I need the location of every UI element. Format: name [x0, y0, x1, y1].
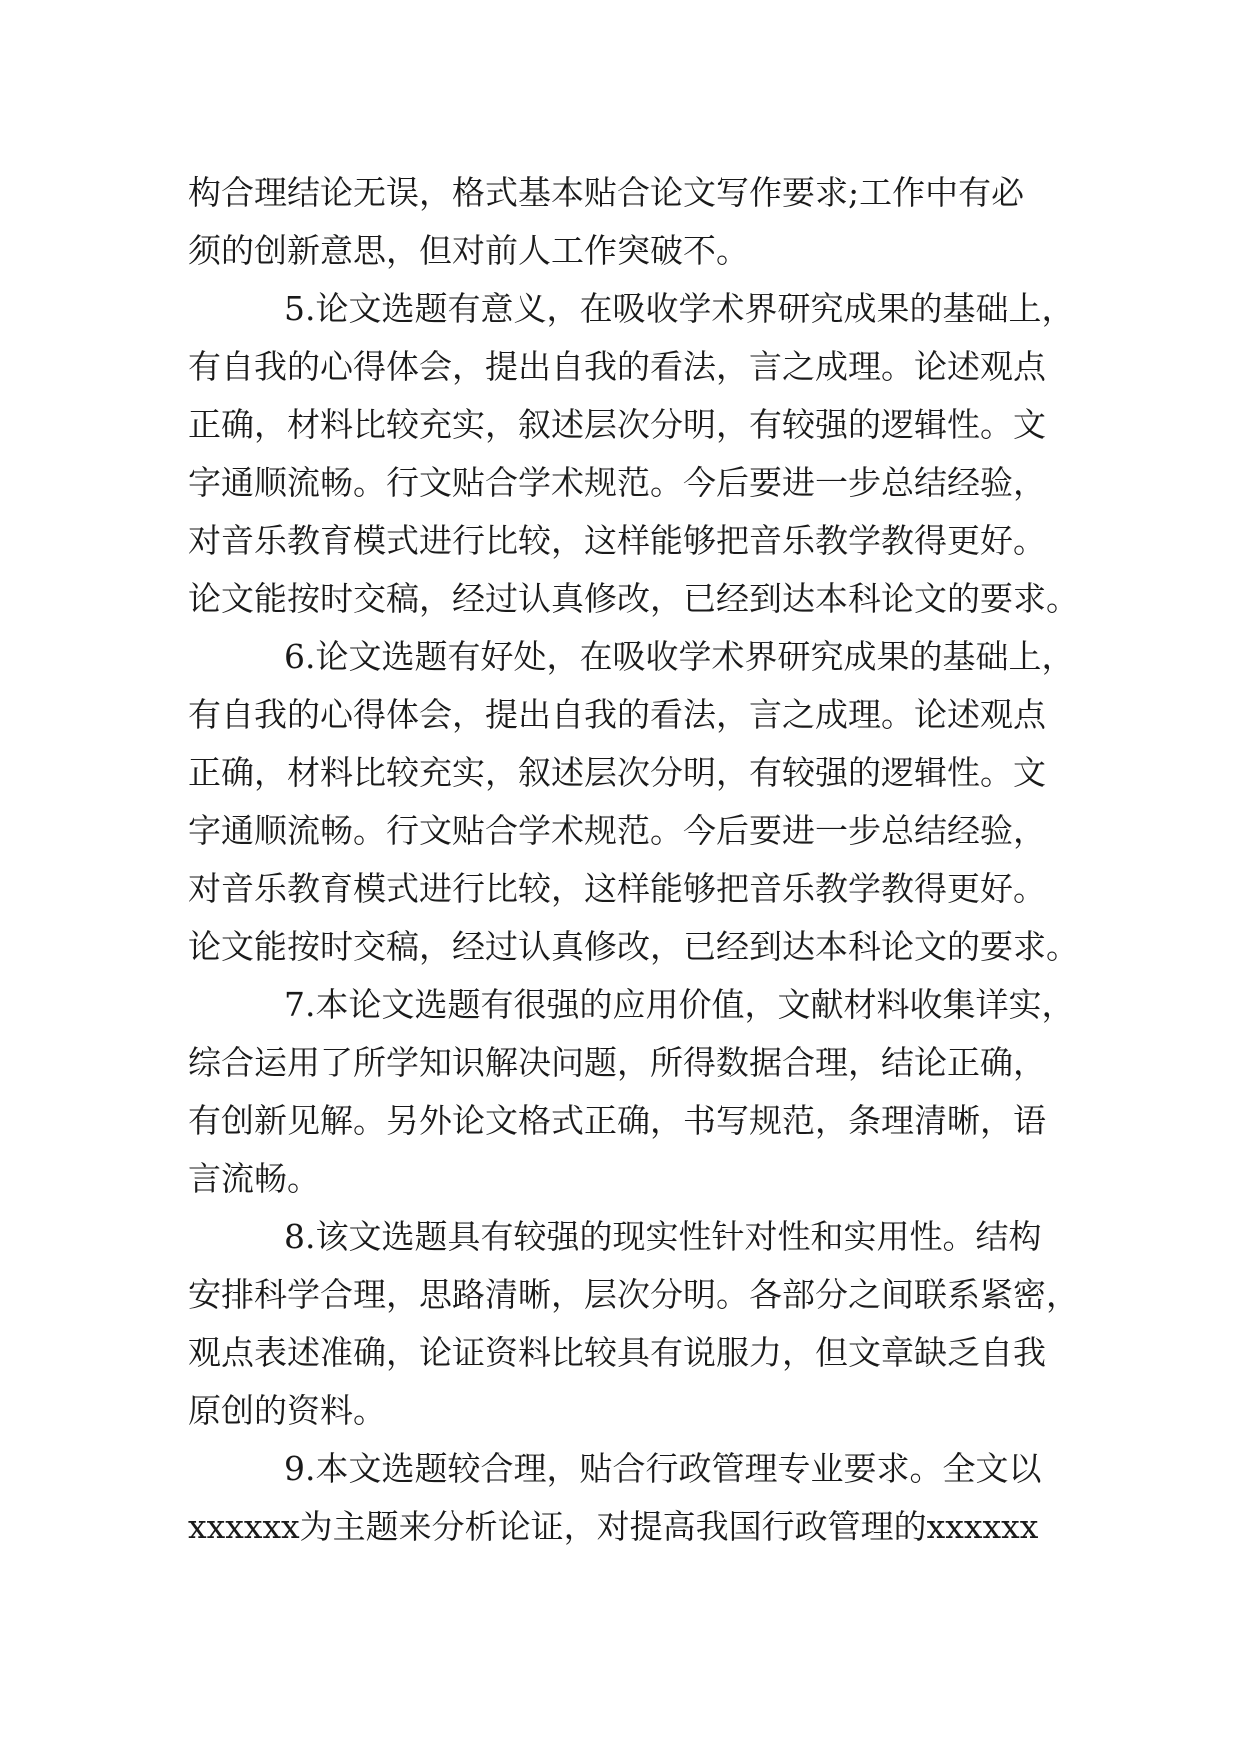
text-line: 构合理结论无误，格式基本贴合论文写作要求;工作中有必: [188, 173, 1025, 212]
text-line: 综合运用了所学知识解决问题，所得数据合理，结论正确，: [188, 1043, 1046, 1082]
document-body: [188, 164, 1079, 1556]
text-line: 安排科学合理，思路清晰，层次分明。各部分之间联系紧密，: [188, 1275, 1079, 1314]
paragraph-first-line: 7.本论文选题有很强的应用价值，文献材料收集详实，: [284, 985, 1075, 1024]
text-line: 字通顺流畅。行文贴合学术规范。今后要进一步总结经验，: [188, 811, 1046, 850]
paragraph-first-line: 8.该文选题具有较强的现实性针对性和实用性。结构: [284, 1217, 1042, 1256]
text-line: 正确，材料比较充实，叙述层次分明，有较强的逻辑性。文: [188, 753, 1046, 792]
text-line: 对音乐教育模式进行比较，这样能够把音乐教学教得更好。: [188, 869, 1046, 908]
text-line: 对音乐教育模式进行比较，这样能够把音乐教学教得更好。: [188, 521, 1046, 560]
text-line: 论文能按时交稿，经过认真修改，已经到达本科论文的要求。: [188, 579, 1079, 618]
text-line: 论文能按时交稿，经过认真修改，已经到达本科论文的要求。: [188, 927, 1079, 966]
text-line: 言流畅。: [188, 1159, 320, 1198]
paragraph-first-line: 6.论文选题有好处，在吸收学术界研究成果的基础上，: [284, 637, 1075, 676]
text-line: xxxxxx为主题来分析论证，对提高我国行政管理的xxxxxx: [188, 1507, 1039, 1546]
text-line: 原创的资料。: [188, 1391, 386, 1430]
paragraph-first-line: 9.本文选题较合理，贴合行政管理专业要求。全文以: [284, 1449, 1042, 1488]
text-line: 有自我的心得体会，提出自我的看法，言之成理。论述观点: [188, 347, 1046, 386]
text-line: 有自我的心得体会，提出自我的看法，言之成理。论述观点: [188, 695, 1046, 734]
text-line: 正确，材料比较充实，叙述层次分明，有较强的逻辑性。文: [188, 405, 1046, 444]
text-line: 字通顺流畅。行文贴合学术规范。今后要进一步总结经验，: [188, 463, 1046, 502]
text-line: 有创新见解。另外论文格式正确，书写规范，条理清晰，语: [188, 1101, 1046, 1140]
paragraph-first-line: 5.论文选题有意义，在吸收学术界研究成果的基础上，: [284, 289, 1075, 328]
text-line: 须的创新意思，但对前人工作突破不。: [188, 231, 749, 270]
text-line: 观点表述准确，论证资料比较具有说服力，但文章缺乏自我: [188, 1333, 1046, 1372]
